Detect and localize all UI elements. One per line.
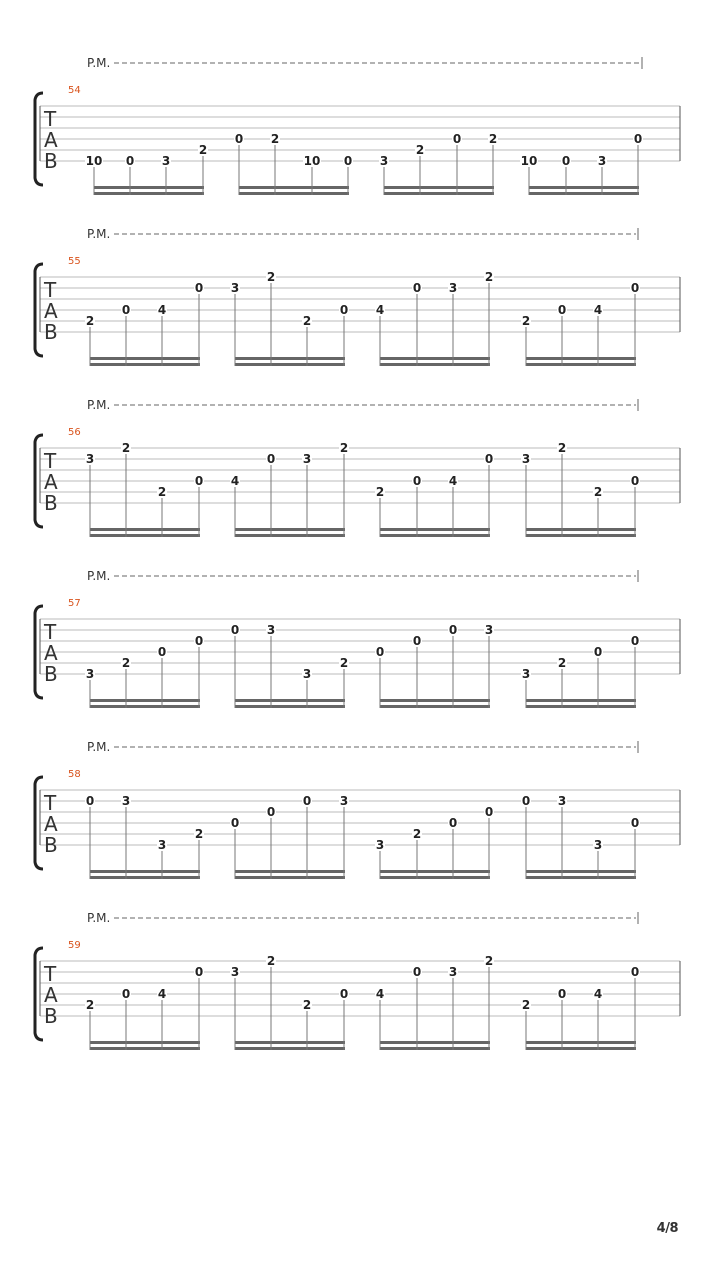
fret-number: 2 [121,441,131,455]
fret-number: 4 [593,987,603,1001]
beam-secondary [384,192,494,195]
fret-number: 3 [448,281,458,295]
fret-number: 2 [157,485,167,499]
palm-mute-label: P.M. [87,569,111,583]
beam-primary [235,699,345,702]
measure-number: 59 [68,940,81,951]
beam-primary [90,357,200,360]
tab-clef-letter-a: A [44,128,58,152]
fret-number: 0 [630,965,640,979]
fret-number: 0 [85,794,95,808]
fret-number: 0 [412,965,422,979]
beam-primary [380,699,490,702]
fret-number: 3 [557,794,567,808]
fret-number: 4 [448,474,458,488]
beam-secondary [90,876,200,879]
fret-number: 0 [452,132,462,146]
tab-clef-letter-b: B [44,320,58,344]
fret-number: 10 [85,154,103,168]
measure-number: 55 [68,256,81,267]
fret-number: 2 [375,485,385,499]
beam-secondary [526,534,636,537]
beam-primary [380,528,490,531]
tab-clef-letter-a: A [44,641,58,665]
beam-secondary [380,534,490,537]
fret-number: 3 [339,794,349,808]
beam-secondary [380,1047,490,1050]
beam-secondary [529,192,639,195]
tab-clef-letter-a: A [44,983,58,1007]
fret-number: 0 [194,634,204,648]
fret-number: 3 [375,838,385,852]
fret-number: 0 [593,645,603,659]
fret-number: 2 [521,314,531,328]
fret-number: 0 [484,805,494,819]
beam-primary [529,186,639,189]
fret-number: 2 [270,132,280,146]
fret-number: 0 [194,474,204,488]
fret-number: 2 [484,954,494,968]
fret-number: 0 [194,281,204,295]
fret-number: 3 [161,154,171,168]
fret-number: 3 [302,667,312,681]
tab-clef-letter-b: B [44,833,58,857]
palm-mute-label: P.M. [87,227,111,241]
fret-number: 2 [557,656,567,670]
beam-secondary [90,534,200,537]
fret-number: 2 [521,998,531,1012]
fret-number: 2 [85,998,95,1012]
fret-number: 3 [521,452,531,466]
fret-number: 0 [630,634,640,648]
tab-clef-letter-t: T [44,449,57,473]
beam-primary [526,357,636,360]
fret-number: 0 [484,452,494,466]
fret-number: 0 [343,154,353,168]
fret-number: 2 [415,143,425,157]
fret-number: 0 [630,816,640,830]
tab-clef-letter-a: A [44,470,58,494]
fret-number: 0 [630,281,640,295]
beam-primary [380,357,490,360]
fret-number: 2 [557,441,567,455]
palm-mute-label: P.M. [87,56,111,70]
fret-number: 0 [412,634,422,648]
fret-number: 2 [121,656,131,670]
beam-primary [235,357,345,360]
tab-clef-letter-t: T [44,107,57,131]
beam-primary [526,528,636,531]
fret-number: 2 [266,954,276,968]
fret-number: 0 [194,965,204,979]
beam-secondary [239,192,349,195]
fret-number: 0 [234,132,244,146]
fret-number: 2 [85,314,95,328]
beam-secondary [235,705,345,708]
beam-secondary [90,363,200,366]
fret-number: 2 [593,485,603,499]
tab-clef-letter-t: T [44,278,57,302]
fret-number: 4 [375,303,385,317]
beam-primary [90,870,200,873]
beam-secondary [94,192,204,195]
tab-clef-letter-b: B [44,149,58,173]
fret-number: 0 [230,816,240,830]
fret-number: 0 [557,987,567,1001]
beam-primary [526,699,636,702]
fret-number: 0 [230,623,240,637]
beam-secondary [526,876,636,879]
beam-primary [90,1041,200,1044]
beam-secondary [90,1047,200,1050]
fret-number: 2 [484,270,494,284]
beam-primary [526,870,636,873]
fret-number: 0 [157,645,167,659]
palm-mute-label: P.M. [87,911,111,925]
fret-number: 4 [230,474,240,488]
fret-number: 2 [266,270,276,284]
beam-secondary [90,705,200,708]
fret-number: 2 [302,314,312,328]
beam-primary [384,186,494,189]
fret-number: 3 [230,281,240,295]
beam-primary [235,870,345,873]
tab-clef-letter-t: T [44,962,57,986]
beam-secondary [235,1047,345,1050]
fret-number: 3 [484,623,494,637]
beam-primary [380,1041,490,1044]
fret-number: 3 [521,667,531,681]
page-number: 4/8 [656,1221,678,1236]
fret-number: 0 [375,645,385,659]
fret-number: 4 [157,987,167,1001]
fret-number: 3 [230,965,240,979]
fret-number: 3 [85,667,95,681]
fret-number: 2 [339,441,349,455]
fret-number: 2 [302,998,312,1012]
fret-number: 0 [121,987,131,1001]
tab-clef-letter-a: A [44,299,58,323]
tab-clef-letter-b: B [44,491,58,515]
beam-secondary [235,363,345,366]
fret-number: 0 [561,154,571,168]
fret-number: 0 [339,303,349,317]
fret-number: 2 [412,827,422,841]
fret-number: 2 [339,656,349,670]
fret-number: 0 [633,132,643,146]
fret-number: 4 [375,987,385,1001]
beam-primary [380,870,490,873]
beam-secondary [526,1047,636,1050]
fret-number: 0 [630,474,640,488]
palm-mute-label: P.M. [87,398,111,412]
measure-number: 54 [68,85,81,96]
tab-clef-letter-t: T [44,620,57,644]
fret-number: 3 [302,452,312,466]
fret-number: 3 [593,838,603,852]
beam-secondary [526,363,636,366]
tab-clef-letter-a: A [44,812,58,836]
tab-clef-letter-t: T [44,791,57,815]
fret-number: 2 [194,827,204,841]
beam-primary [239,186,349,189]
fret-number: 3 [157,838,167,852]
fret-number: 0 [557,303,567,317]
beam-secondary [235,876,345,879]
fret-number: 0 [125,154,135,168]
beam-secondary [526,705,636,708]
fret-number: 0 [121,303,131,317]
fret-number: 0 [412,281,422,295]
measure-number: 56 [68,427,81,438]
beam-secondary [380,363,490,366]
measure-number: 57 [68,598,81,609]
tab-clef-letter-b: B [44,662,58,686]
fret-number: 10 [303,154,321,168]
fret-number: 3 [85,452,95,466]
fret-number: 0 [266,805,276,819]
fret-number: 0 [448,816,458,830]
measure-number: 58 [68,769,81,780]
fret-number: 3 [597,154,607,168]
fret-number: 0 [448,623,458,637]
tab-clef-letter-b: B [44,1004,58,1028]
fret-number: 10 [520,154,538,168]
beam-primary [526,1041,636,1044]
fret-number: 0 [412,474,422,488]
beam-primary [235,528,345,531]
beam-primary [94,186,204,189]
palm-mute-label: P.M. [87,740,111,754]
fret-number: 3 [448,965,458,979]
fret-number: 3 [266,623,276,637]
beam-secondary [380,705,490,708]
beam-primary [235,1041,345,1044]
beam-secondary [380,876,490,879]
fret-number: 2 [488,132,498,146]
fret-number: 3 [121,794,131,808]
fret-number: 0 [521,794,531,808]
fret-number: 0 [302,794,312,808]
beam-primary [90,699,200,702]
fret-number: 3 [379,154,389,168]
fret-number: 4 [593,303,603,317]
fret-number: 0 [339,987,349,1001]
fret-number: 2 [198,143,208,157]
beam-secondary [235,534,345,537]
fret-number: 4 [157,303,167,317]
fret-number: 0 [266,452,276,466]
beam-primary [90,528,200,531]
